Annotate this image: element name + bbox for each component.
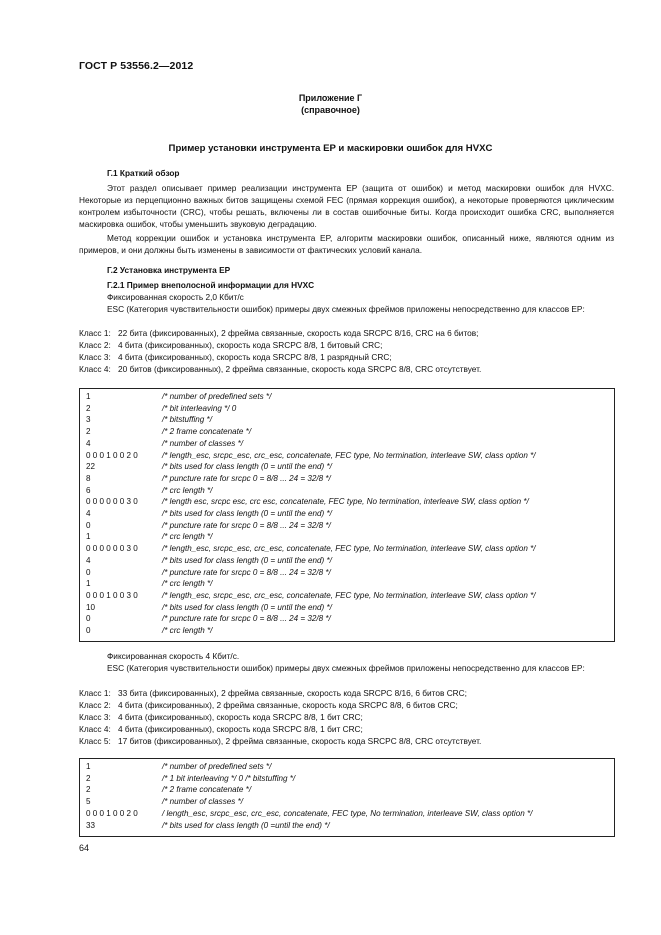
code-value: 4 — [86, 509, 91, 518]
code-comment: /* crc length */ — [162, 485, 213, 495]
section1-para1-text: Этот раздел описывает пример реализации инструмента EP (защита от ошибок) и метод маскировки ошибок для HVXC. Некоторые из перцепционно важных битов защищены схемой FEC (прямая коррекция ошибок), а некоторые проверяются циклическим контролем избыточности (CRC), чтобы решать, включены ли в состав ошибочные биты. Когда происходит ошибка CRC, выполняется маскировка ошибок, чтобы уменьшить звуковую деградацию. — [79, 183, 614, 229]
code-comment: /* bit interleaving */ 0 — [162, 403, 237, 413]
appendix-label: Приложение Г — [298, 93, 363, 103]
code-comment: /* bits used for class length (0 = until the end) */ — [162, 555, 332, 565]
code-comment: /* length_esc, srcpc_esc, crc_esc, concatenate, FEC type, No termination, interleave SW, class option */ — [162, 590, 536, 600]
class-item — [79, 735, 481, 747]
class-label: Класс 5: — [79, 736, 111, 747]
code-value: 2 — [86, 785, 91, 795]
code-value: 0 0 0 1 0 0 2 0 — [86, 450, 138, 460]
code-comment: /* 2 frame concatenate */ — [162, 785, 252, 795]
code-comment: /* number of predefined sets */ — [162, 392, 272, 401]
class-list-2 — [79, 687, 481, 747]
code-value: 0 — [86, 567, 91, 577]
code-value: 1 — [86, 392, 91, 401]
code-comment: /* puncture rate for srcpc 0 = 8/8 ... 24 = 32/8 */ — [162, 473, 331, 483]
section2-subheading: Г.2.1 Пример внеполосной информации для HVXC — [107, 280, 315, 290]
code-value: 4 — [86, 438, 91, 448]
code-value: 8 — [86, 473, 91, 483]
class-label: Класс 4: — [79, 724, 111, 735]
code-comment: /* bitstuffing */ — [162, 415, 212, 425]
class-list-1 — [79, 327, 481, 375]
class-label: Класс 3: — [79, 352, 111, 363]
class-label: Класс 4: — [79, 364, 111, 375]
code-comment: /* bits used for class length (0 =until the end) */ — [162, 820, 330, 830]
code-value: 0 — [86, 626, 91, 635]
code-value: 2 — [86, 427, 91, 437]
class-item — [79, 723, 481, 735]
code-block-2 — [79, 758, 615, 837]
section1-para2 — [79, 233, 614, 257]
code-value: 1 — [86, 579, 91, 589]
code-comment: /* bits used for class length (0 = until the end) */ — [162, 462, 332, 472]
class-item — [79, 327, 481, 339]
section2-heading: Г.2 Установка инструмента EP — [107, 265, 231, 275]
code-comment: /* puncture rate for srcpc 0 = 8/8 ... 24 = 32/8 */ — [162, 520, 331, 530]
class-description: 20 битов (фиксированных), 2 фрейма связанные, скорость кода SRCPC 8/8, CRC отсутствует. — [118, 364, 482, 375]
class-item — [79, 339, 481, 351]
rate2-text: Фиксированная скорость 4 Кбит/с. — [107, 651, 240, 661]
code-value: 33 — [86, 820, 96, 830]
code-value: 0 — [86, 614, 91, 624]
code-value: 0 0 0 0 0 0 3 0 — [86, 544, 138, 554]
code-comment: /* puncture rate for srcpc 0 = 8/8 ... 24 = 32/8 */ — [162, 567, 331, 577]
code-value: 2 — [86, 773, 91, 783]
code-value: 0 0 0 1 0 0 3 0 — [86, 590, 138, 600]
class-label: Класс 3: — [79, 712, 111, 723]
code-comment: /* bits used for class length (0 = until the end) */ — [162, 602, 332, 612]
esc-text2-body: ESC (Категория чувствительности ошибок) примеры двух смежных фреймов приложены непосредственно для классов EP: — [107, 663, 585, 673]
code-comment: /* number of predefined sets */ — [162, 762, 272, 771]
page-number: 64 — [79, 843, 90, 853]
section1-heading: Г.1 Краткий обзор — [107, 168, 180, 178]
class-label: Класс 1: — [79, 328, 111, 338]
class-description: 4 бита (фиксированных), скорость кода SRCPC 8/8, 1 разрядный CRC; — [118, 352, 392, 363]
code-comment: / length_esc, srcpc_esc, crc_esc, concatenate, FEC type, No termination, interleave SW, class option */ — [162, 808, 533, 818]
code-comment: /* 1 bit interleaving */ 0 /* bitstuffing */ — [162, 773, 296, 783]
class-item — [79, 363, 481, 375]
class-item — [79, 711, 481, 723]
class-description: 22 бита (фиксированных), 2 фрейма связанные, скорость кода SRCPC 8/16, CRC на 6 битов; — [118, 328, 479, 338]
code-comment: /* length_esc, srcpc_esc, crc_esc, concatenate, FEC type, No termination, interleave SW, class option */ — [162, 544, 536, 554]
class-description: 4 бита (фиксированных), 2 фрейма связанные, скорость кода SRCPC 8/8, 6 битов CRC; — [118, 700, 458, 711]
esc-text1-body: ESC (Категория чувствительности ошибок) примеры двух смежных фреймов приложены непосредственно для классов EP: — [107, 304, 585, 314]
class-item — [79, 687, 481, 699]
code-comment: /* bits used for class length (0 = until the end) */ — [162, 509, 332, 518]
class-item — [79, 699, 481, 711]
section1-para1 — [79, 183, 614, 231]
class-description: 4 бита (фиксированных), скорость кода SRCPC 8/8, 1 бит CRC; — [118, 724, 363, 735]
esc-text2 — [79, 663, 614, 675]
code-comment: /* length esc, srcpc esc, crc esc, concatenate, FEC type, No termination, interleave SW, class option */ — [162, 497, 529, 507]
code-value: 5 — [86, 797, 91, 807]
rate1-text: Фиксированная скорость 2,0 Кбит/с — [107, 292, 244, 302]
class-description: 17 битов (фиксированных), 2 фрейма связанные, скорость кода SRCPC 8/8, CRC отсутствует. — [118, 736, 482, 747]
code-value: 6 — [86, 485, 91, 495]
class-description: 4 бита (фиксированных), скорость кода SRCPC 8/8, 1 битовый CRC; — [118, 340, 383, 351]
code-block-1 — [79, 388, 615, 642]
code-comment: /* crc length */ — [162, 579, 213, 589]
code-comment: /* crc length */ — [162, 626, 213, 635]
code-comment: /* 2 frame concatenate */ — [162, 427, 252, 437]
code-value: 1 — [86, 762, 91, 771]
code-value: 4 — [86, 555, 91, 565]
class-item — [79, 351, 481, 363]
code-value: 3 — [86, 415, 91, 425]
code-comment: /* number of classes */ — [162, 797, 243, 807]
code-value: 22 — [86, 462, 96, 472]
code-value: 10 — [86, 602, 96, 612]
appendix-title: Пример установки инструмента EP и маскировки ошибок для HVXC — [168, 143, 493, 154]
class-label: Класс 2: — [79, 700, 111, 711]
esc-text1 — [79, 304, 614, 316]
code-value: 1 — [86, 532, 91, 542]
code-value: 0 — [86, 520, 91, 530]
code-comment: /* crc length */ — [162, 532, 213, 542]
section1-para2-text: Метод коррекции ошибок и установка инструмента EP, алгоритм маскировки ошибок, описанный ниже, являются одним из примеров, и они должны быть изменены в зависимости от фактических условий канала. — [79, 233, 614, 255]
code-comment: /* number of classes */ — [162, 438, 243, 448]
class-description: 33 бита (фиксированных), 2 фрейма связанные, скорость кода SRCPC 8/16, 6 битов CRC; — [118, 688, 467, 698]
code-comment: /* puncture rate for srcpc 0 = 8/8 ... 24 = 32/8 */ — [162, 614, 331, 624]
class-description: 4 бита (фиксированных), скорость кода SRCPC 8/8, 1 бит CRC; — [118, 712, 363, 723]
appendix-type: (справочное) — [301, 105, 360, 115]
code-value: 0 0 0 0 0 0 3 0 — [86, 497, 138, 507]
code-value: 0 0 0 1 0 0 2 0 — [86, 808, 138, 818]
code-value: 2 — [86, 403, 91, 413]
code-comment: /* length_esc, srcpc_esc, crc_esc, concatenate, FEC type, No termination, interleave SW, class option */ — [162, 450, 536, 460]
class-label: Класс 2: — [79, 340, 111, 351]
standard-header: ГОСТ Р 53556.2—2012 — [79, 60, 194, 72]
class-label: Класс 1: — [79, 688, 111, 698]
